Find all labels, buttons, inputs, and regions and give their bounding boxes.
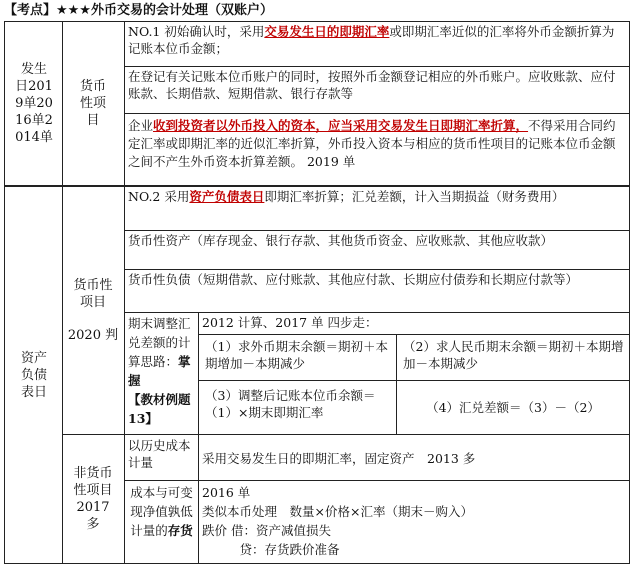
monetary-item-2-exam: 2020 判 xyxy=(67,327,119,343)
step-4: （4）汇兑差额＝（3）－（2） xyxy=(426,399,600,415)
balance-sheet-rule-text xyxy=(125,187,629,230)
monetary-assets-text: 货币性资产（库存现金、银行存款、其他货币资金、应收账款、其他应收款） xyxy=(128,233,554,248)
bs-rule-suffix: 即期汇率折算；汇兑差额，计入当期损益（财务费用） xyxy=(264,189,565,204)
inventory-text xyxy=(199,482,629,564)
monetary-liabilities-text: 货币性负债（短期借款、应付账款、其他应付款、长期应付债券和长期应付款等） xyxy=(128,272,579,287)
initial-recognition-suffix: 或即期汇率近似的汇率将外币金额折算为记账本位币金额； xyxy=(128,24,615,56)
capital-highlight: 收到投资者以外币投入的资本，应当采用交易发生日即期汇率折算， xyxy=(153,118,529,133)
historical-cost-text: 采用交易发生日的即期汇率，固定资产 2013 多 xyxy=(202,450,476,466)
capital-suffix: 不得采用合同约定汇率或即期汇率的近似汇率折算，外币投入资本与相应的货币性项目的记账本位币金额之间不产生外币资本折算差额。 2019 单 xyxy=(128,118,616,169)
step-2: （2）求人民币期末余额＝期初＋本期增加－本期减少 xyxy=(403,339,624,371)
adj-label-text: 期末调整汇兑差额的计算思路： xyxy=(128,316,191,369)
bs-rule-prefix: NO.2 采用 xyxy=(128,189,190,204)
label-balance-sheet-date: 资产负债表日 xyxy=(20,350,47,400)
initial-recognition-highlight: 交易发生日的即期汇率 xyxy=(264,24,390,39)
inventory-line-3: 跌价 借：资产减值损失 xyxy=(202,523,331,538)
adj-textbook-example: 【教材例题 13】 xyxy=(128,392,191,426)
label-monetary-item-1: 货币性项目 xyxy=(79,78,106,128)
monetary-item-2-text: 货币性项目 xyxy=(73,277,113,310)
historical-cost-label: 以历史成本计量 xyxy=(128,438,191,470)
four-steps-header: 2012 计算、2017 单 四步走： xyxy=(202,315,378,330)
capital-prefix: 企业 xyxy=(128,118,154,133)
period-end-adjustment-label xyxy=(125,313,198,433)
step-1: （1）求外币期末余额＝期初＋本期增加－本期减少 xyxy=(205,339,388,371)
foreign-account-text: 在登记有关记账本位币账户的同时，按照外币金额登记相应的外币账户。应收账款、应付账款、长期借款、短期借款、银行存款等 xyxy=(128,69,616,101)
capital-contribution-text xyxy=(125,116,629,185)
inventory-line-4: 贷：存货跌价准备 xyxy=(202,542,340,557)
step-3: （3）调整后记账本位币余额＝（1）×期末即期汇率 xyxy=(205,388,376,420)
bs-rule-highlight: 资产负债表日 xyxy=(189,189,265,204)
label-monetary-item-2 xyxy=(64,188,122,432)
adj-master-tag: 掌握 xyxy=(128,354,191,388)
inventory-line-1: 2016 单 xyxy=(202,485,251,500)
label-transaction-date: 发生日2019单2016单2014单 xyxy=(15,61,53,145)
initial-recognition-text xyxy=(125,22,629,66)
inventory-label xyxy=(125,482,198,564)
page-title: 【考点】★★★外币交易的会计处理（双账户） xyxy=(4,3,273,18)
inventory-label-text: 成本与可变现净值孰低计量的 xyxy=(130,485,193,538)
inventory-label-bold: 存货 xyxy=(167,523,193,538)
label-non-monetary-item: 非货币性项目2017 多 xyxy=(73,466,113,532)
initial-recognition-prefix: NO.1 初始确认时，采用 xyxy=(128,24,265,39)
inventory-line-2: 类似本币处理 数量×价格×汇率（期末－购入） xyxy=(202,504,473,519)
